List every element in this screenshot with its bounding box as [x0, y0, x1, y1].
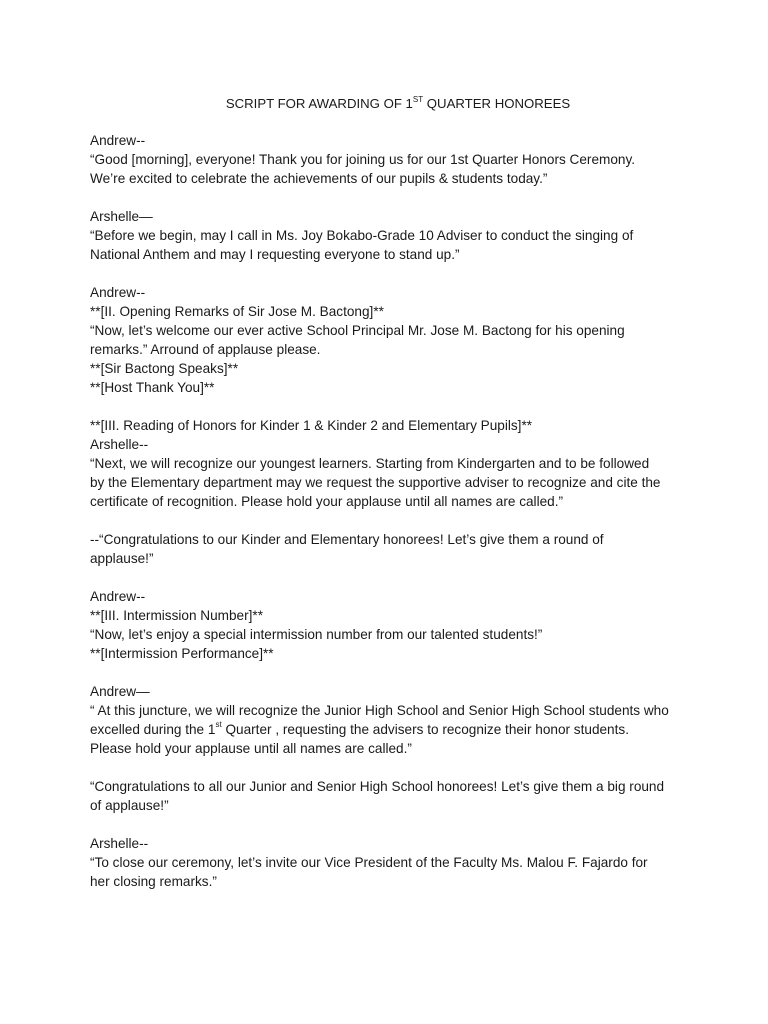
script-line: “Good [morning], everyone! Thank you for joining us for our 1st Quarter Honors Ceremony. — [90, 152, 636, 167]
script-line: National Anthem and may I requesting everyone to stand up.” — [90, 247, 460, 262]
script-line: “ At this juncture, we will recognize the Junior High School and Senior High School students who — [90, 703, 669, 718]
script-line — [90, 720, 690, 739]
script-line: by the Elementary department may we request the supportive adviser to recognize and cite the — [90, 475, 661, 490]
paragraph-gap — [90, 815, 690, 834]
speaker-andrew: Andrew— — [90, 684, 150, 699]
script-line: We’re excited to celebrate the achievements of our pupils & students today.” — [90, 171, 548, 186]
speaker-arshelle: Arshelle— — [90, 209, 153, 224]
title-prefix: SCRIPT FOR AWARDING OF 1 — [225, 96, 413, 111]
paragraph-gap — [90, 188, 690, 207]
paragraph-gap — [90, 511, 690, 530]
stage-direction: **[Host Thank You]** — [90, 380, 215, 395]
speaker-andrew: Andrew-- — [90, 589, 146, 604]
script-line: --“Congratulations to our Kinder and Elementary honorees! Let’s give them a round of — [90, 532, 604, 547]
ordinal-suffix: st — [215, 720, 222, 730]
section-heading: **[II. Opening Remarks of Sir Jose M. Bactong]** — [90, 304, 384, 319]
title-ordinal: ST — [412, 94, 424, 104]
script-line-part: Quarter , requesting the advisers to recognize their honor students. — [221, 722, 629, 737]
paragraph-gap — [90, 568, 690, 587]
script-line: certificate of recognition. Please hold your applause until all names are called.” — [90, 494, 564, 509]
document-title — [90, 94, 690, 113]
paragraph-gap — [90, 397, 690, 416]
script-line: her closing remarks.” — [90, 874, 217, 889]
script-line: “Before we begin, may I call in Ms. Joy Bokabo-Grade 10 Adviser to conduct the singing of — [90, 228, 634, 243]
section-heading: **[III. Intermission Number]** — [90, 608, 264, 623]
title-suffix: QUARTER HONOREES — [423, 96, 571, 111]
script-line: “Now, let’s welcome our ever active School Principal Mr. Jose M. Bactong for his opening — [90, 323, 625, 338]
section-heading: **[III. Reading of Honors for Kinder 1 & Kinder 2 and Elementary Pupils]** — [90, 418, 533, 433]
paragraph-gap — [90, 758, 690, 777]
paragraph-gap — [90, 663, 690, 682]
paragraph-gap — [90, 264, 690, 283]
stage-direction: **[Sir Bactong Speaks]** — [90, 361, 239, 376]
speaker-andrew: Andrew-- — [90, 133, 146, 148]
document-page — [90, 94, 690, 891]
script-line: “Congratulations to all our Junior and Senior High School honorees! Let’s give them a big round — [90, 779, 665, 794]
script-line: remarks.” Arround of applause please. — [90, 342, 321, 357]
script-line: applause!” — [90, 551, 154, 566]
script-line: “Now, let’s enjoy a special intermission number from our talented students!” — [90, 627, 543, 642]
script-line: “To close our ceremony, let’s invite our Vice President of the Faculty Ms. Malou F. Fajardo for — [90, 855, 648, 870]
script-line: of applause!” — [90, 798, 169, 813]
script-line: Please hold your applause until all names are called.” — [90, 741, 412, 756]
script-line: “Next, we will recognize our youngest learners. Starting from Kindergarten and to be followed — [90, 456, 650, 471]
speaker-andrew: Andrew-- — [90, 285, 146, 300]
script-line-part: excelled during the 1 — [90, 722, 216, 737]
stage-direction: **[Intermission Performance]** — [90, 646, 274, 661]
speaker-arshelle: Arshelle-- — [90, 836, 149, 851]
speaker-arshelle: Arshelle-- — [90, 437, 149, 452]
